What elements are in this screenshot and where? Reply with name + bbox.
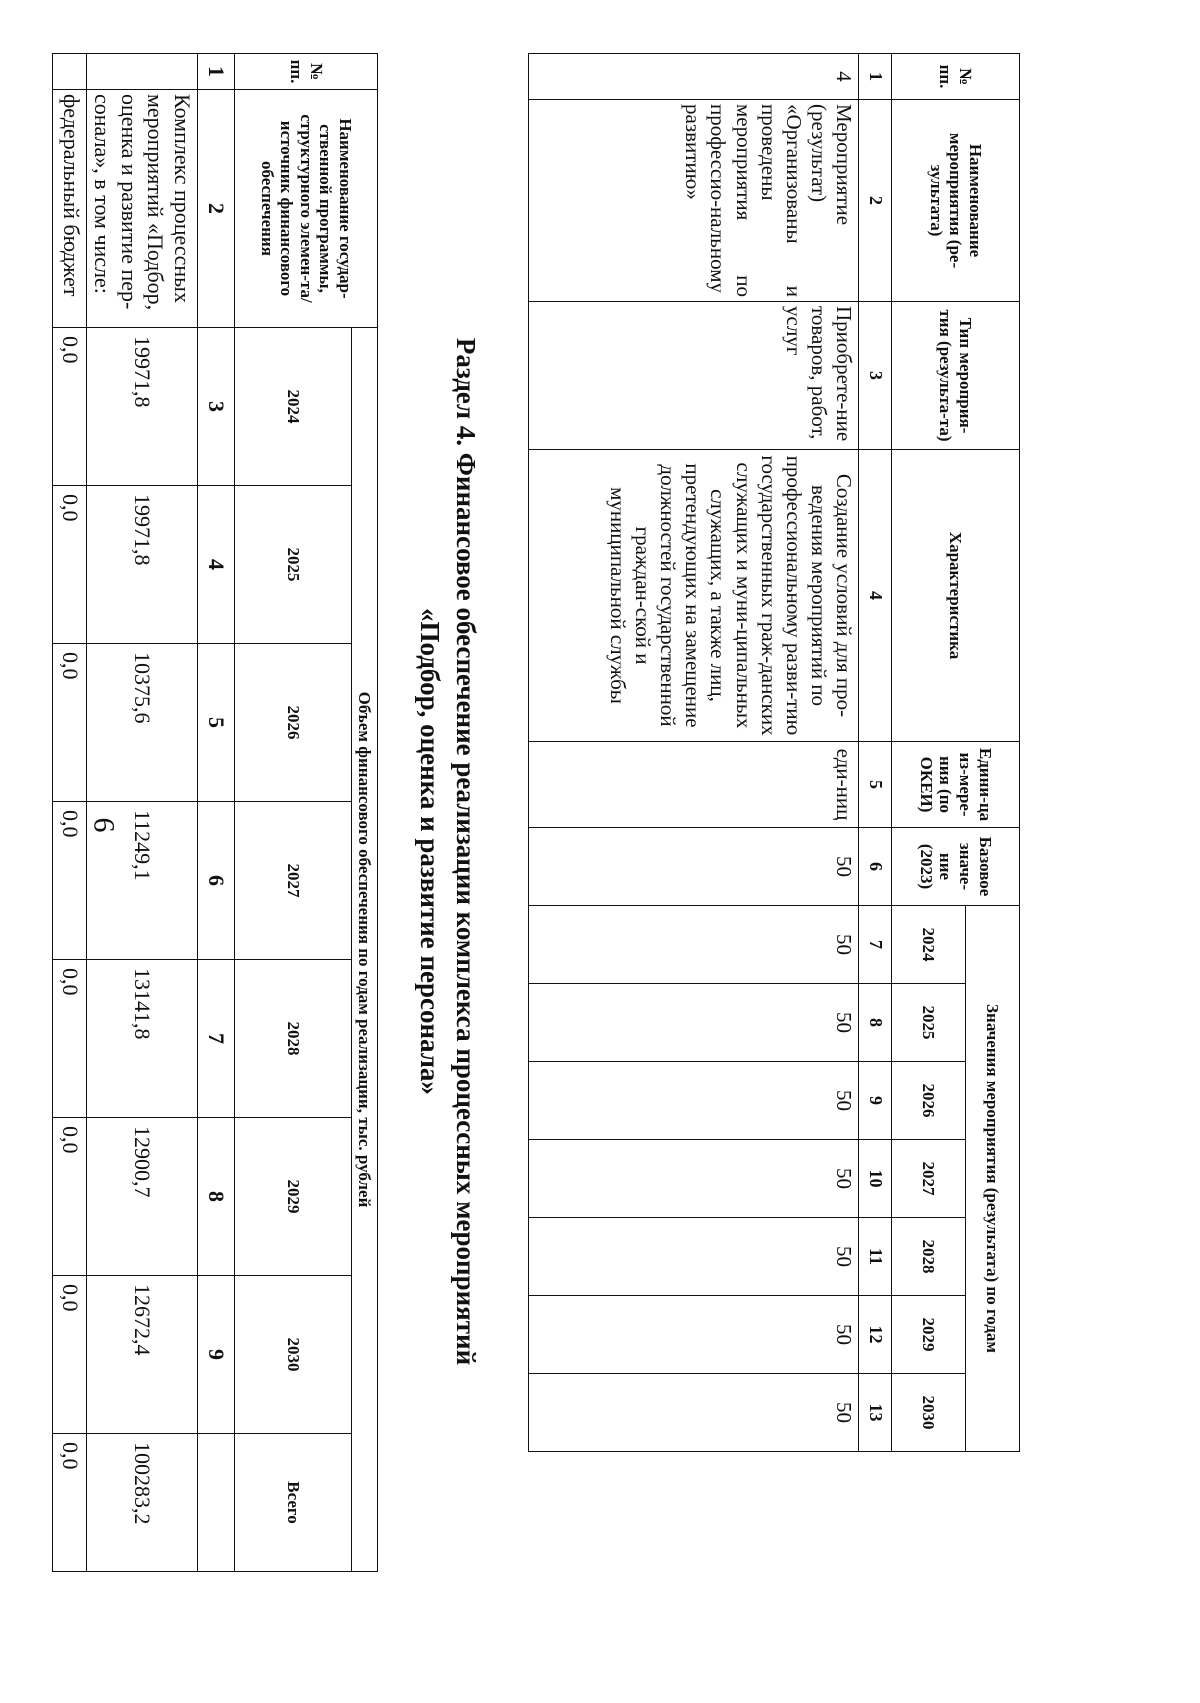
header-type: Тип мероприя-тия (результа-та) <box>892 302 1020 450</box>
column-number: 10 <box>859 1140 892 1218</box>
row-value: 10375,6 <box>87 644 198 802</box>
row-value: 50 <box>529 984 859 1062</box>
column-number: 7 <box>197 960 234 1118</box>
row-name: Комплекс процессных мероприятий «Подбор, оценка и развитие пер-сонала», в том числе: <box>87 90 198 328</box>
header-num: № пп. <box>235 54 378 90</box>
row-characteristic: Создание условий для про-ведения мероприятий по профессиональному разви-тию государственных граж-данских служащих и муни-ципальных служащих, а также лиц, претендующих на замещение должностей государственной граждан-ской и муниципальной службы <box>529 450 859 742</box>
header-name: Наименование мероприятия (ре-зультата) <box>892 100 1020 302</box>
header-volume-group: Объем финансового обеспечения по годам реализации, тыс. рублей <box>352 328 378 1572</box>
column-number: 13 <box>859 1374 892 1452</box>
row-value: 50 <box>529 906 859 984</box>
row-base: 50 <box>529 828 859 906</box>
section-title-line-1: Раздел 4. Финансовое обеспечение реализации комплекса процессных мероприятий <box>451 337 481 1366</box>
row-value: 50 <box>529 1218 859 1296</box>
header-year: 2026 <box>235 644 352 802</box>
header-year: 2027 <box>892 1140 966 1218</box>
table-row <box>53 54 87 1572</box>
row-value: 12672,4 <box>87 1276 198 1434</box>
column-number: 8 <box>197 1118 234 1276</box>
column-number: 6 <box>197 802 234 960</box>
row-value: 0,0 <box>53 1276 87 1434</box>
row-value: 50 <box>529 1062 859 1140</box>
row-value: 0,0 <box>53 328 87 486</box>
header-values-group: Значения мероприятия (результата) по годам <box>966 906 1020 1452</box>
row-num <box>53 54 87 90</box>
column-number: 5 <box>197 644 234 802</box>
row-value: 13141,8 <box>87 960 198 1118</box>
header-year: 2025 <box>235 486 352 644</box>
column-number: 1 <box>859 54 892 100</box>
column-number-row <box>197 54 234 1572</box>
header-year: 2025 <box>892 984 966 1062</box>
column-number: 1 <box>197 54 234 90</box>
column-number: 12 <box>859 1296 892 1374</box>
header-year: 2029 <box>235 1118 352 1276</box>
row-value: 50 <box>529 1296 859 1374</box>
header-year: 2030 <box>892 1374 966 1452</box>
header-base: Базовое значе-ние (2023) <box>892 828 1020 906</box>
table-row <box>87 54 198 1572</box>
column-number <box>197 1434 234 1572</box>
row-value: 0,0 <box>53 960 87 1118</box>
finance-table <box>52 53 378 1572</box>
column-number: 5 <box>859 742 892 828</box>
header-year: 2028 <box>892 1218 966 1296</box>
row-total: 100283,2 <box>87 1434 198 1572</box>
header-year: 2027 <box>235 802 352 960</box>
header-year: 2029 <box>892 1296 966 1374</box>
column-number: 11 <box>859 1218 892 1296</box>
row-name: федеральный бюджет <box>53 90 87 328</box>
header-name: Наименование государ-ственной программы, структурного элемен-та/источник финансового обеспечения <box>235 90 378 328</box>
table-row <box>529 54 859 1452</box>
row-type: Приобрете-ние товаров, работ, услуг <box>529 302 859 450</box>
header-year: 2026 <box>892 1062 966 1140</box>
column-number: 9 <box>859 1062 892 1140</box>
row-unit: еди-ниц <box>529 742 859 828</box>
column-number: 4 <box>197 486 234 644</box>
column-number: 8 <box>859 984 892 1062</box>
indicator-table <box>528 53 1020 1452</box>
row-value: 0,0 <box>53 486 87 644</box>
column-number: 6 <box>859 828 892 906</box>
column-number: 3 <box>859 302 892 450</box>
row-num: 4 <box>529 54 859 100</box>
header-unit: Едини-ца из-мере-ния (по ОКЕИ) <box>892 742 1020 828</box>
column-number-row <box>859 54 892 1452</box>
column-number: 4 <box>859 450 892 742</box>
page-number: 6 <box>87 817 121 833</box>
column-number: 2 <box>197 90 234 328</box>
row-value: 0,0 <box>53 802 87 960</box>
row-name: Мероприятие (результат) «Организованы и проведены мероприятия по профессио-нальному развитию» <box>529 100 859 302</box>
row-num <box>87 54 198 90</box>
row-value: 0,0 <box>53 1118 87 1276</box>
row-value: 19971,8 <box>87 328 198 486</box>
column-number: 7 <box>859 906 892 984</box>
row-total: 0,0 <box>53 1434 87 1572</box>
header-characteristic: Характеристика <box>892 450 1020 742</box>
header-total: Всего <box>235 1434 352 1572</box>
section-title <box>411 0 484 1703</box>
column-number: 2 <box>859 100 892 302</box>
section-title-line-2: «Подбор, оценка и развитие персонала» <box>414 608 445 1095</box>
header-year: 2024 <box>235 328 352 486</box>
row-value: 11249,1 <box>87 802 198 960</box>
row-value: 50 <box>529 1140 859 1218</box>
row-value: 19971,8 <box>87 486 198 644</box>
row-value: 50 <box>529 1374 859 1452</box>
row-value: 0,0 <box>53 644 87 802</box>
header-num: № пп. <box>892 54 1020 100</box>
column-number: 3 <box>197 328 234 486</box>
header-year: 2028 <box>235 960 352 1118</box>
column-number: 9 <box>197 1276 234 1434</box>
header-year: 2024 <box>892 906 966 984</box>
header-year: 2030 <box>235 1276 352 1434</box>
row-value: 12900,7 <box>87 1118 198 1276</box>
